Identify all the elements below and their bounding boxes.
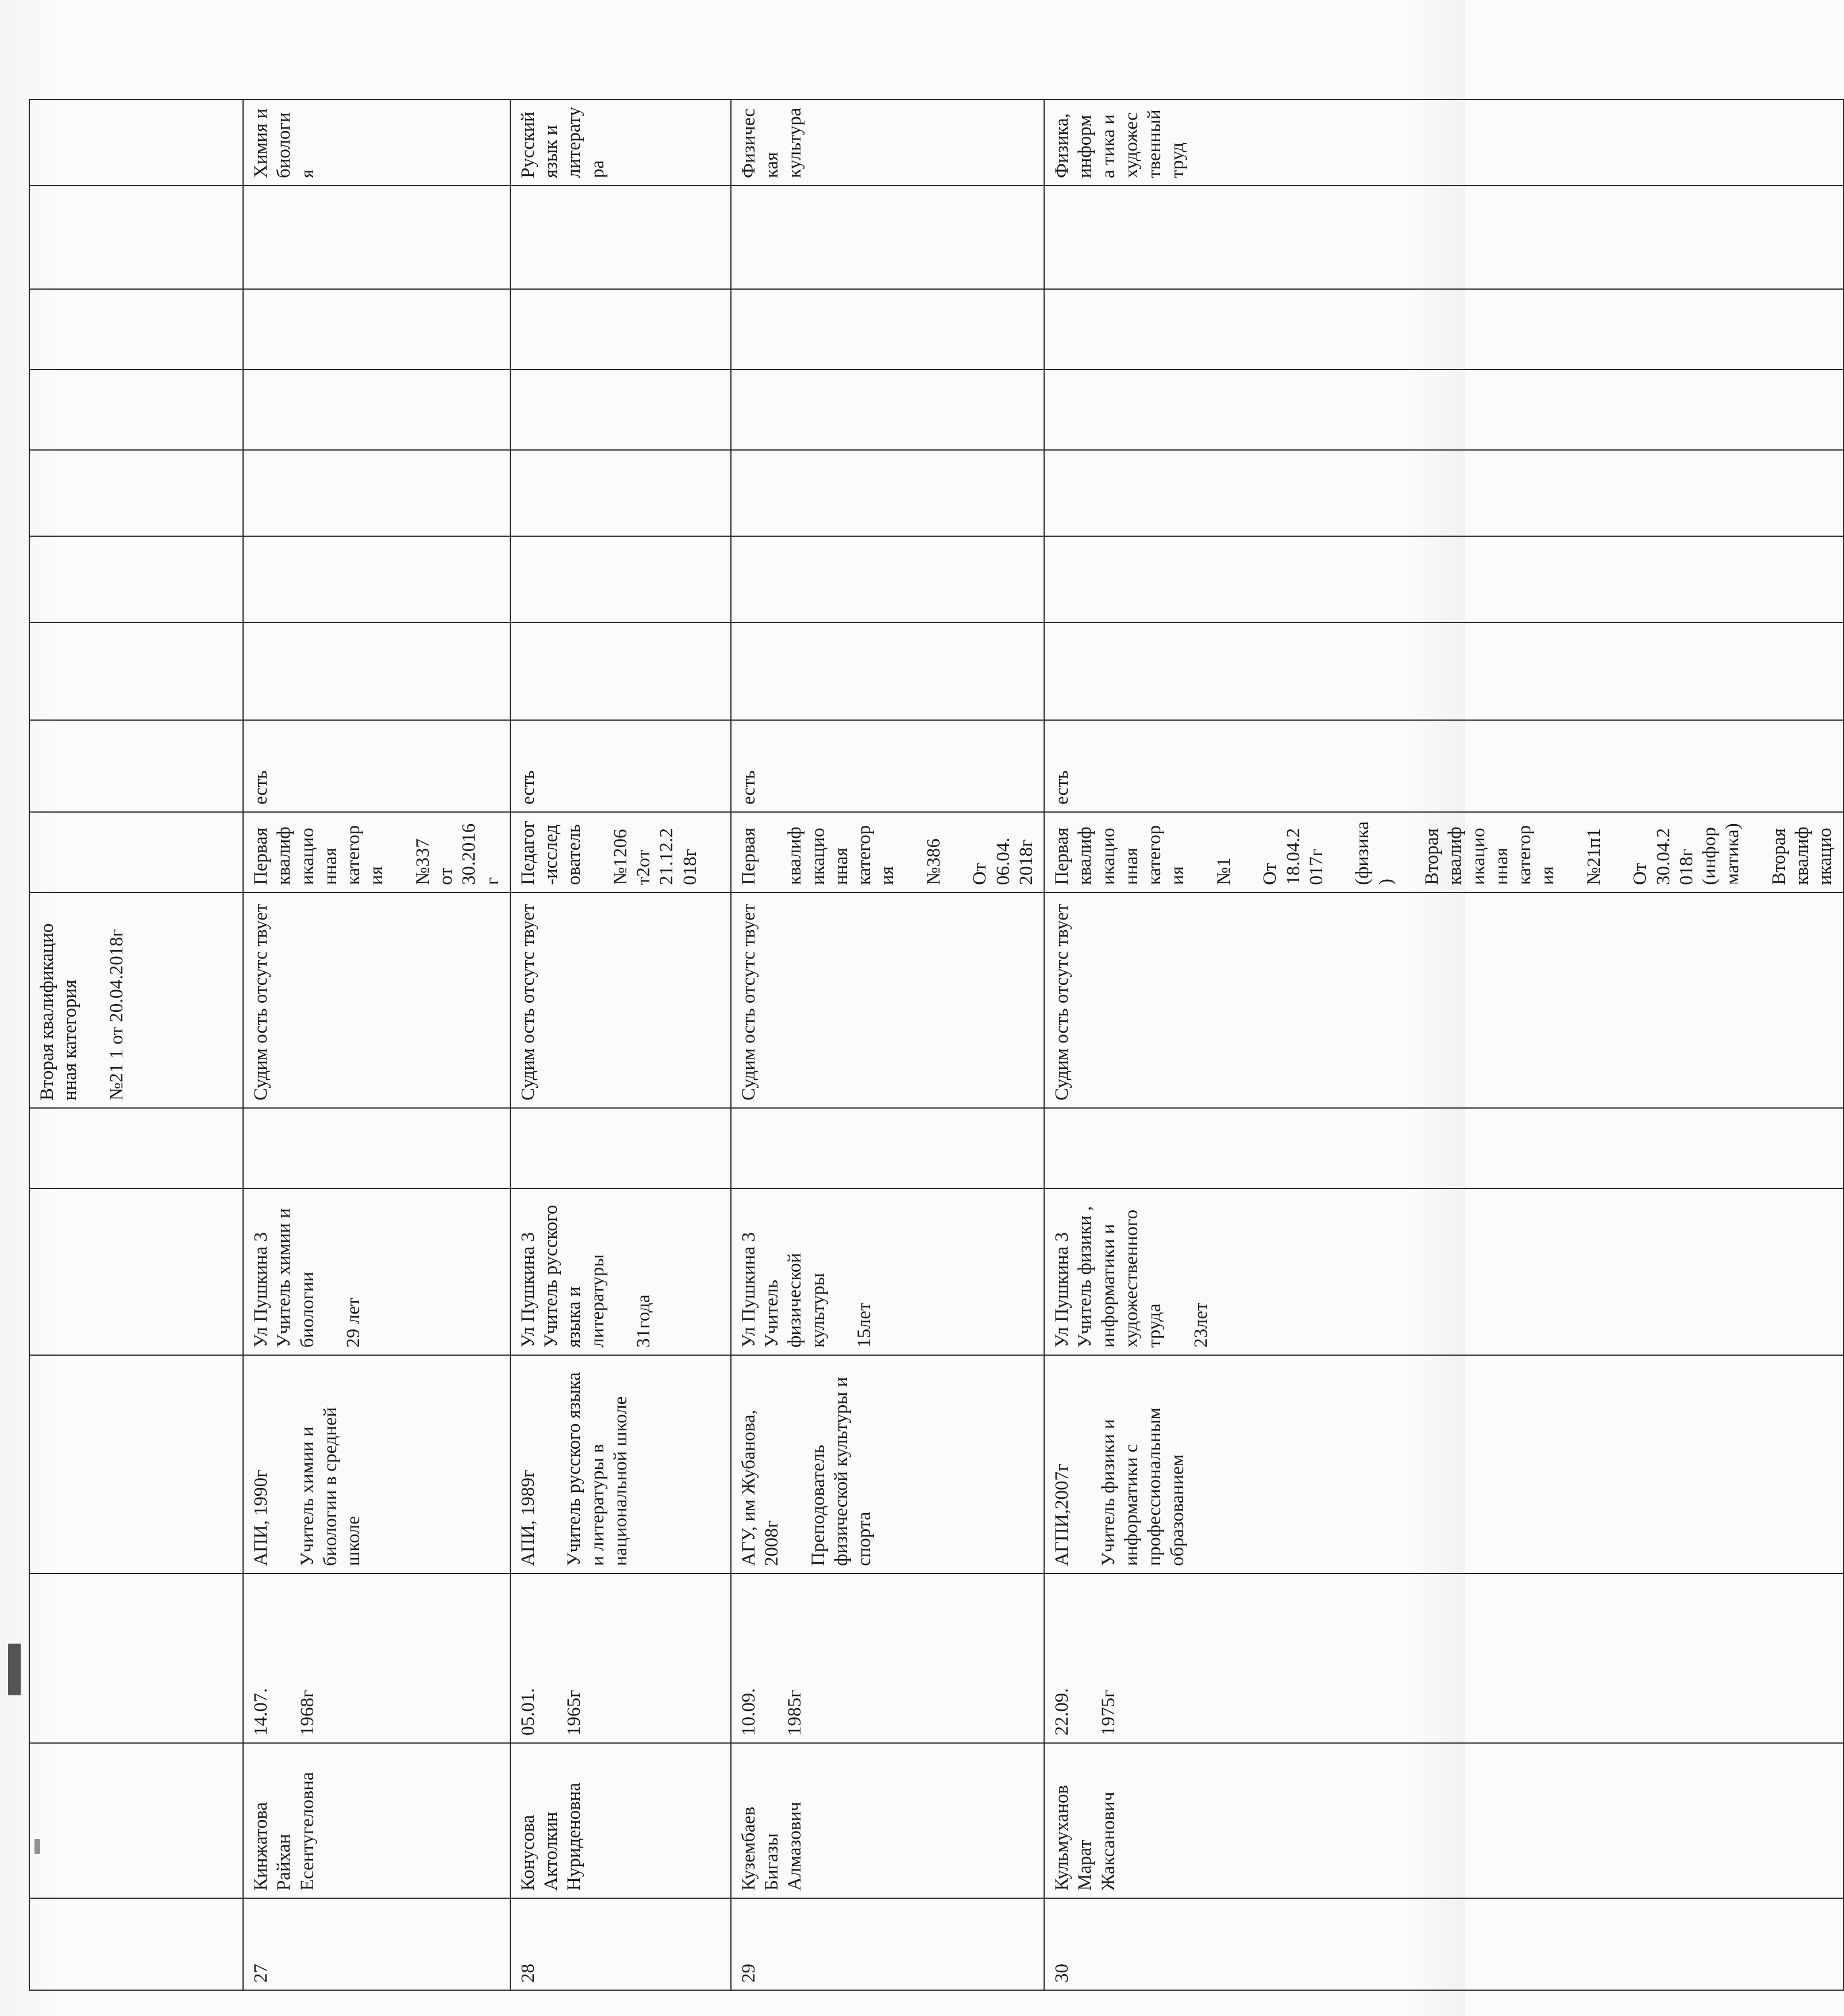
rotated-table-area [29, 100, 1836, 1991]
medical-book: есть [731, 720, 1044, 812]
work-place: Ул Пушкина 3 Учитель химии и биологии 29 лет [243, 1188, 510, 1355]
cell [731, 450, 1044, 536]
cell [510, 1108, 731, 1188]
table-row [731, 99, 1044, 1990]
cell [731, 289, 1044, 370]
cell [29, 1898, 243, 1990]
top-row-qualification: Вторая квалификацио нная категория №21 1 от 20.04.2018г [29, 892, 243, 1108]
cell [243, 370, 510, 450]
row-number: 28 [510, 1898, 731, 1990]
cell [1044, 1108, 1843, 1188]
medical-book: есть [1044, 720, 1843, 812]
conviction-status: Судим ость отсутс твует [1044, 892, 1843, 1108]
cell [29, 99, 243, 186]
birth-date: 22.09. 1975г [1044, 1573, 1843, 1743]
cell [1044, 186, 1843, 289]
subject: Русский язык и литерату ра [510, 99, 731, 186]
cell [29, 1188, 243, 1355]
education: АПИ, 1989г Учитель русского языка и литературы в национальной школе [510, 1355, 731, 1573]
cell [1044, 370, 1843, 450]
cell [29, 289, 243, 370]
full-name: Кульмуханов Марат Жаксанович [1044, 1743, 1843, 1898]
conviction-status: Судим ость отсутс твует [510, 892, 731, 1108]
cell [29, 720, 243, 812]
cell [243, 1108, 510, 1188]
work-place: Ул Пушкина 3 Учитель русского языка и литературы 31года [510, 1188, 731, 1355]
education: АГУ, им Жубанова, 2008г Преподователь физической культуры и спорта [731, 1355, 1044, 1573]
full-name: Кинжатова Райхан Есентугеловна [243, 1743, 510, 1898]
row-number: 27 [243, 1898, 510, 1990]
cell [29, 1355, 243, 1573]
cell [29, 1743, 243, 1898]
birth-date: 05.01. 1965г [510, 1573, 731, 1743]
work-place: Ул Пушкина 3 Учитель физической культуры 15лет [731, 1188, 1044, 1355]
table-row [510, 99, 731, 1990]
cell [29, 812, 243, 892]
cell [243, 536, 510, 622]
cell [1044, 450, 1843, 536]
cell [510, 289, 731, 370]
cell [29, 450, 243, 536]
education: АГПИ,2007г Учитель физики и информатики с профессиональным образованием [1044, 1355, 1843, 1573]
row-number: 29 [731, 1898, 1044, 1990]
cell [29, 1108, 243, 1188]
cell [29, 1573, 243, 1743]
cell [243, 450, 510, 536]
birth-date: 14.07. 1968г [243, 1573, 510, 1743]
cell [510, 536, 731, 622]
cell [731, 1108, 1044, 1188]
medical-book: есть [243, 720, 510, 812]
cell [29, 622, 243, 720]
cell [731, 370, 1044, 450]
table-row [243, 99, 510, 1990]
subject: Физичес кая культура [731, 99, 1044, 186]
qualification: Первая квалификацио нная категория №337 от 30.2016г [243, 812, 510, 892]
cell [1044, 622, 1843, 720]
qualification: Первая квалификацио нная категория №386 От 06.04. 2018г [731, 812, 1044, 892]
row-number: 30 [1044, 1898, 1843, 1990]
cell [243, 622, 510, 720]
education: АПИ, 1990г Учитель химии и биологии в средней школе [243, 1355, 510, 1573]
cell [29, 186, 243, 289]
cell [510, 450, 731, 536]
full-name: Кузембаев Бигазы Алмазович [731, 1743, 1044, 1898]
full-name: Конусова Актолкин Нуриденовна [510, 1743, 731, 1898]
cell [1044, 289, 1843, 370]
cell [510, 370, 731, 450]
table-row [1044, 99, 1843, 1990]
qualification: Педагог-исследователь №1206 т2от 21.12.2018г [510, 812, 731, 892]
cell [731, 536, 1044, 622]
medical-book: есть [510, 720, 731, 812]
qualification: Первая квалификацио нная категория №1 От 18.04.2017г (физика) Вторая квалификацио нная категория №21п1 От 30.04.2018г (информатика) Вторая квалификацио [1044, 812, 1843, 892]
cell [29, 536, 243, 622]
conviction-status: Судим ость отсутс твует [243, 892, 510, 1108]
scan-shadow-mark [8, 1644, 21, 1695]
conviction-status: Судим ость отсутс твует [731, 892, 1044, 1108]
cell [243, 289, 510, 370]
cell [510, 186, 731, 289]
cell [731, 186, 1044, 289]
cell [29, 370, 243, 450]
subject: Физика, информа тика и художес твенный труд [1044, 99, 1843, 186]
cell [510, 622, 731, 720]
cell [731, 622, 1044, 720]
staff-table [29, 99, 1844, 1991]
cell [243, 186, 510, 289]
cell [1044, 536, 1843, 622]
work-place: Ул Пушкина 3 Учитель физики , информатики и художественного труда 23лет [1044, 1188, 1843, 1355]
table-row [29, 99, 243, 1990]
birth-date: 10.09. 1985г [731, 1573, 1044, 1743]
subject: Химия и биология [243, 99, 510, 186]
